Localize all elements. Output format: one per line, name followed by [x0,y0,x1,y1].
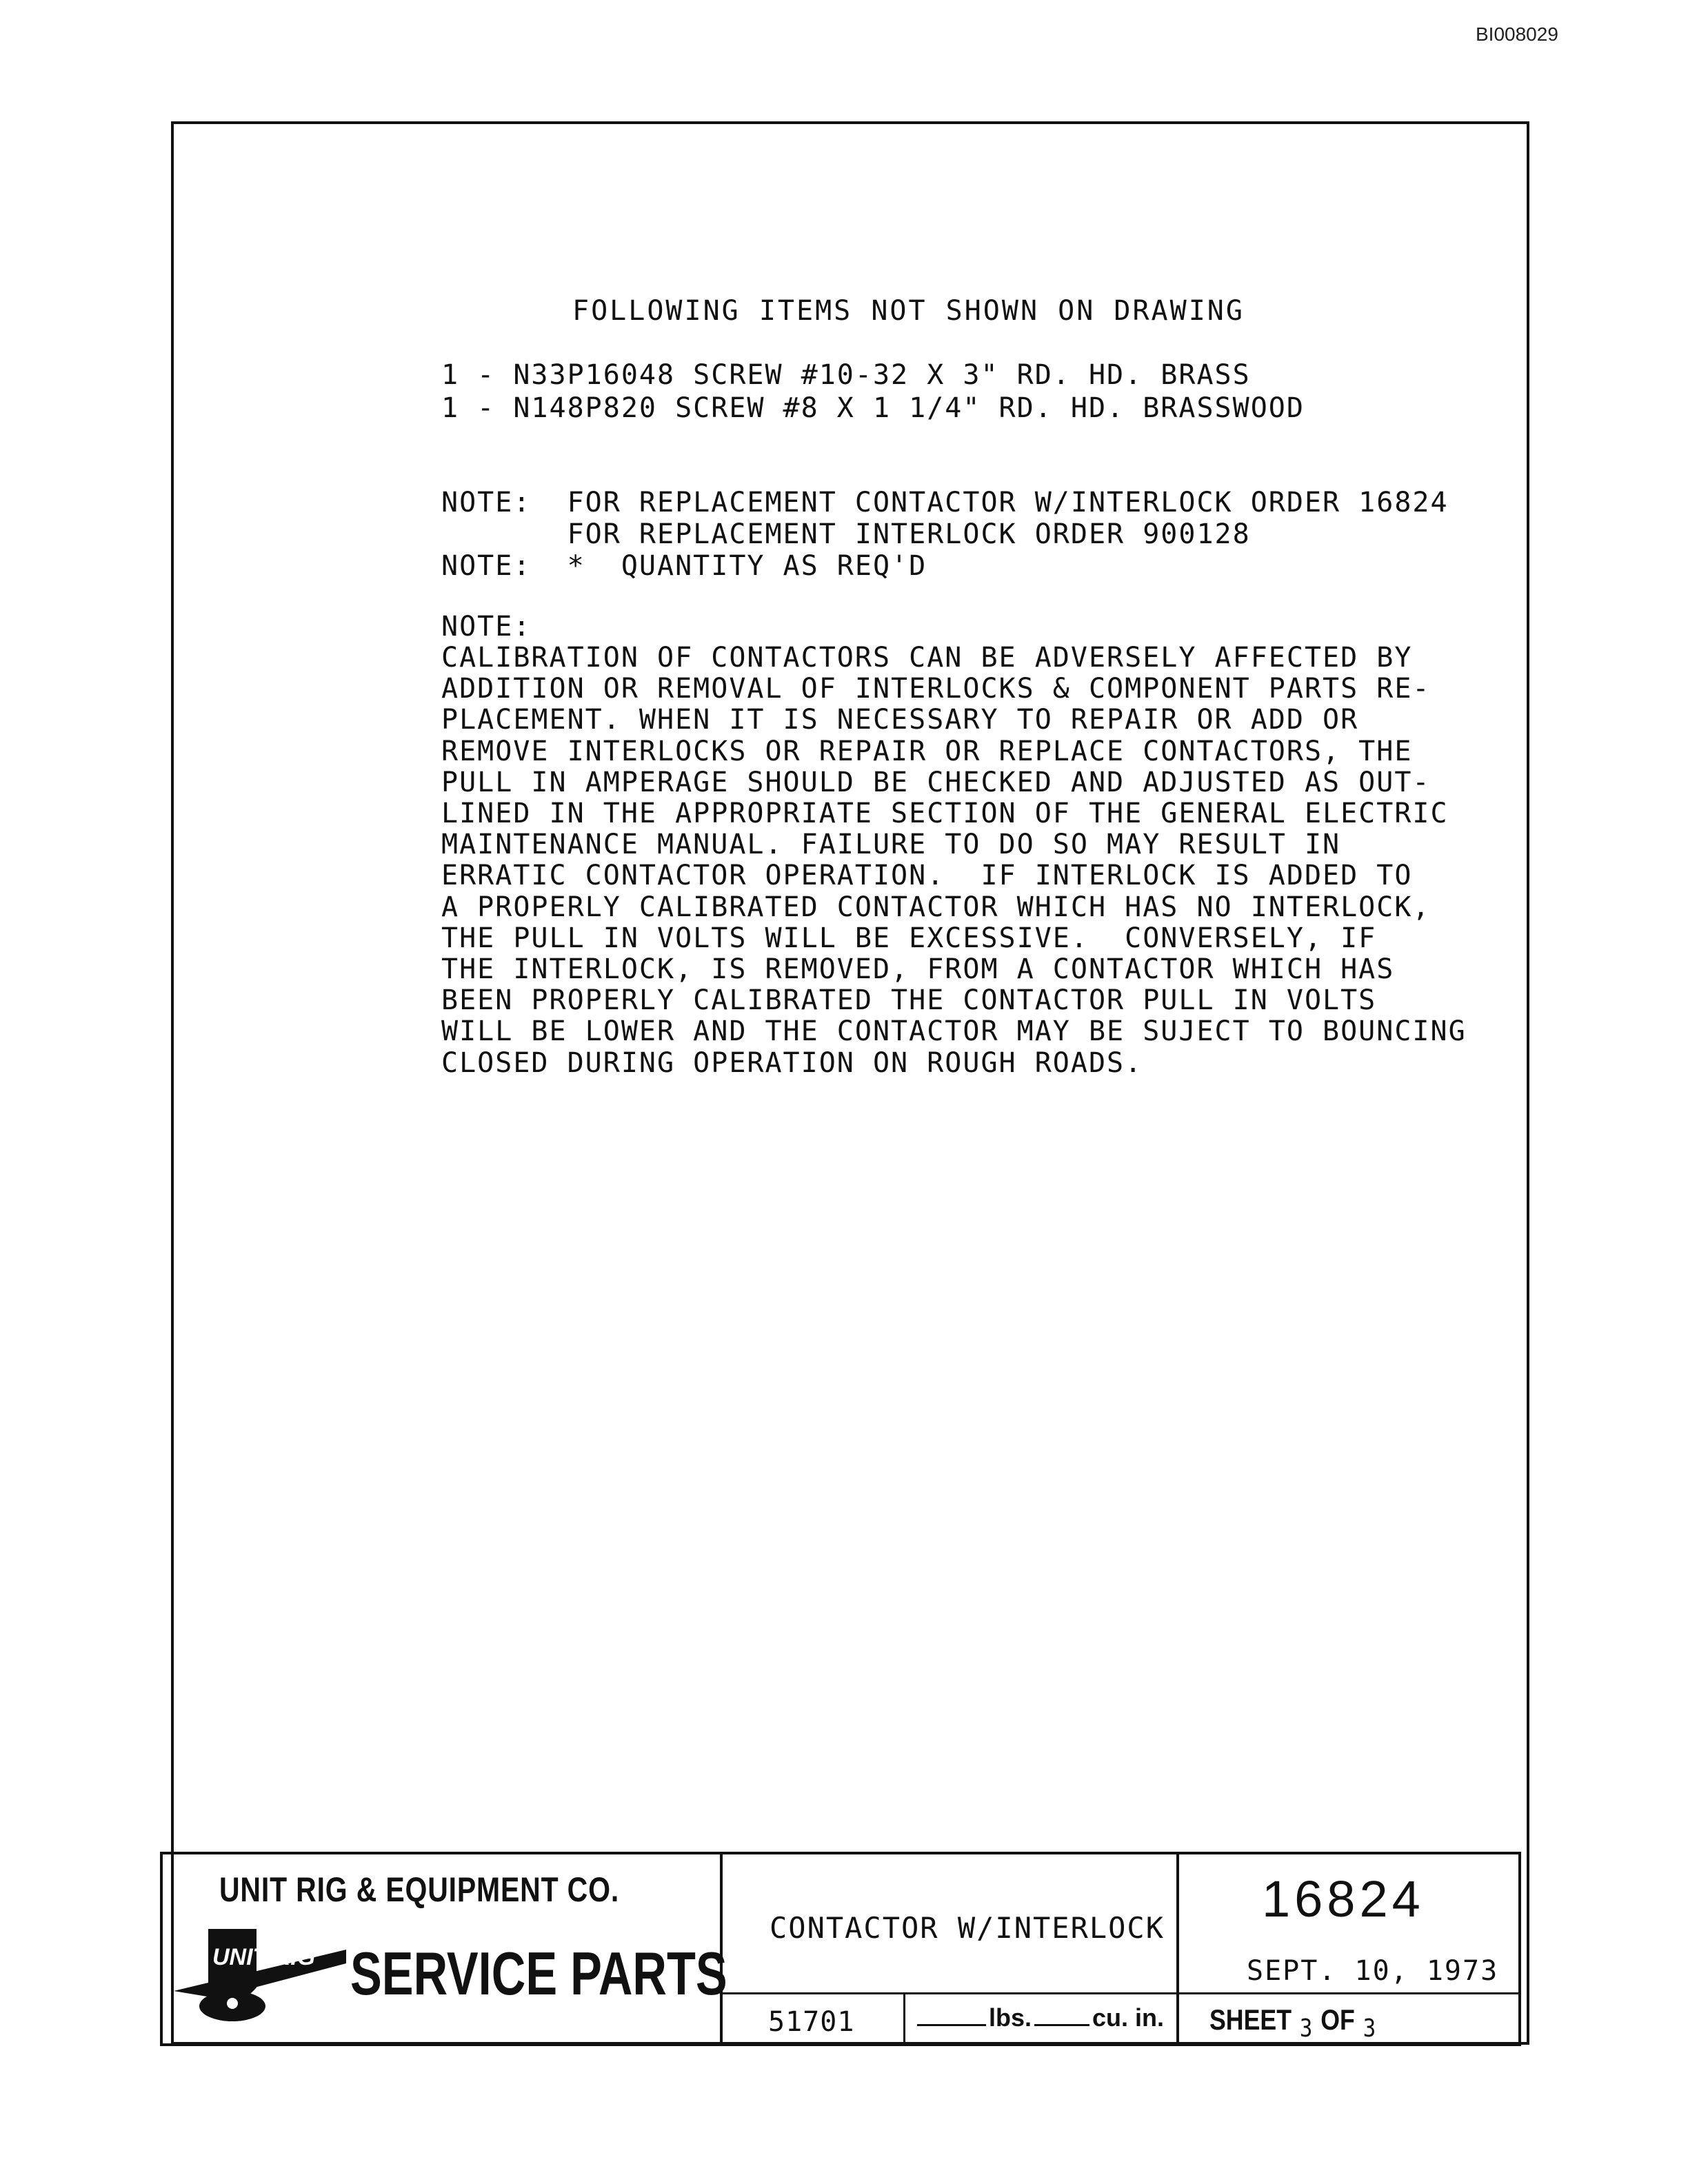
note-calibration-label: NOTE: [441,611,532,643]
document-id: BI008029 [1476,23,1558,45]
note-quantity: NOTE: * QUANTITY AS REQ'D [441,550,927,582]
note-replacement: NOTE: FOR REPLACEMENT CONTACTOR W/INTERLOCK ORDER 16824 FOR REPLACEMENT INTERLOCK ORDER 900128 [441,487,1449,550]
file-number: 51701 [768,2006,855,2038]
sheet-number: 3 [1299,2014,1313,2043]
note-calibration-text: CALIBRATION OF CONTACTORS CAN BE ADVERSELY AFFECTED BY ADDITION OR REMOVAL OF INTERLOCKS & COMPONENT PARTS RE- PLACEMENT. WHEN IT IS NECESSARY TO REPAIR OR ADD OR REMOVE INTERLOCKS OR REPAIR OR REPLACE CONTACTORS, THE PULL IN AMPERAGE SHOULD BE CHECKED AND ADJUSTED AS OUT- LINED IN THE APPROPRIATE SECTION OF THE GENERAL ELECTRIC MAINTENANCE MANUAL. FAILURE TO DO SO MAY RESULT IN ERRATIC CONTACTOR OPERATION. IF INTERLOCK IS ADDED TO A PROPERLY CALIBRATED CONTACTOR WHICH HAS NO INTERLOCK, THE PULL IN VOLTS WILL BE EXCESSIVE. CONVERSELY, IF THE INTERLOCK, IS REMOVED, FROM A CONTACTOR WHICH HAS BEEN PROPERLY CALIBRATED THE CONTACTOR PULL IN VOLTS WILL BE LOWER AND THE CONTACTOR MAY BE SUJECT TO BOUNCING CLOSED DURING OPERATION ON ROUGH ROADS. [441,642,1467,1079]
title-block-divider [1176,1852,1179,2046]
company-name: UNIT RIG & EQUIPMENT CO. [219,1870,620,1909]
item-line: 1 - N148P820 SCREW #8 X 1 1/4" RD. HD. BRASSWOOD [441,392,1305,424]
part-number: 16824 [1262,1870,1425,1928]
sheet-total: 3 [1363,2014,1376,2043]
notes-block [441,455,1449,614]
service-parts-title: SERVICE PARTS [350,1939,727,2008]
logo-text: UNIT RIG [212,1944,316,1970]
weight-volume-field [917,2003,1164,2032]
items-list [441,358,1305,425]
item-line: 1 - N33P16048 SCREW #10-32 X 3" RD. HD. BRASS [441,359,1251,391]
cuin-label: cu. in. [1092,2003,1165,2032]
of-label: OF [1320,2003,1355,2036]
sheet-field [1209,2003,1384,2043]
unit-rig-logo [174,1922,353,2025]
lbs-label: lbs. [989,2003,1032,2032]
issue-date: SEPT. 10, 1973 [1247,1955,1499,1987]
sheet-label: SHEET [1209,2003,1292,2036]
title-block-divider [720,1992,1521,1994]
part-title: CONTACTOR W/INTERLOCK [770,1911,1165,1945]
title-block-divider [903,1992,905,2046]
heading: FOLLOWING ITEMS NOT SHOWN ON DRAWING [572,295,1245,327]
